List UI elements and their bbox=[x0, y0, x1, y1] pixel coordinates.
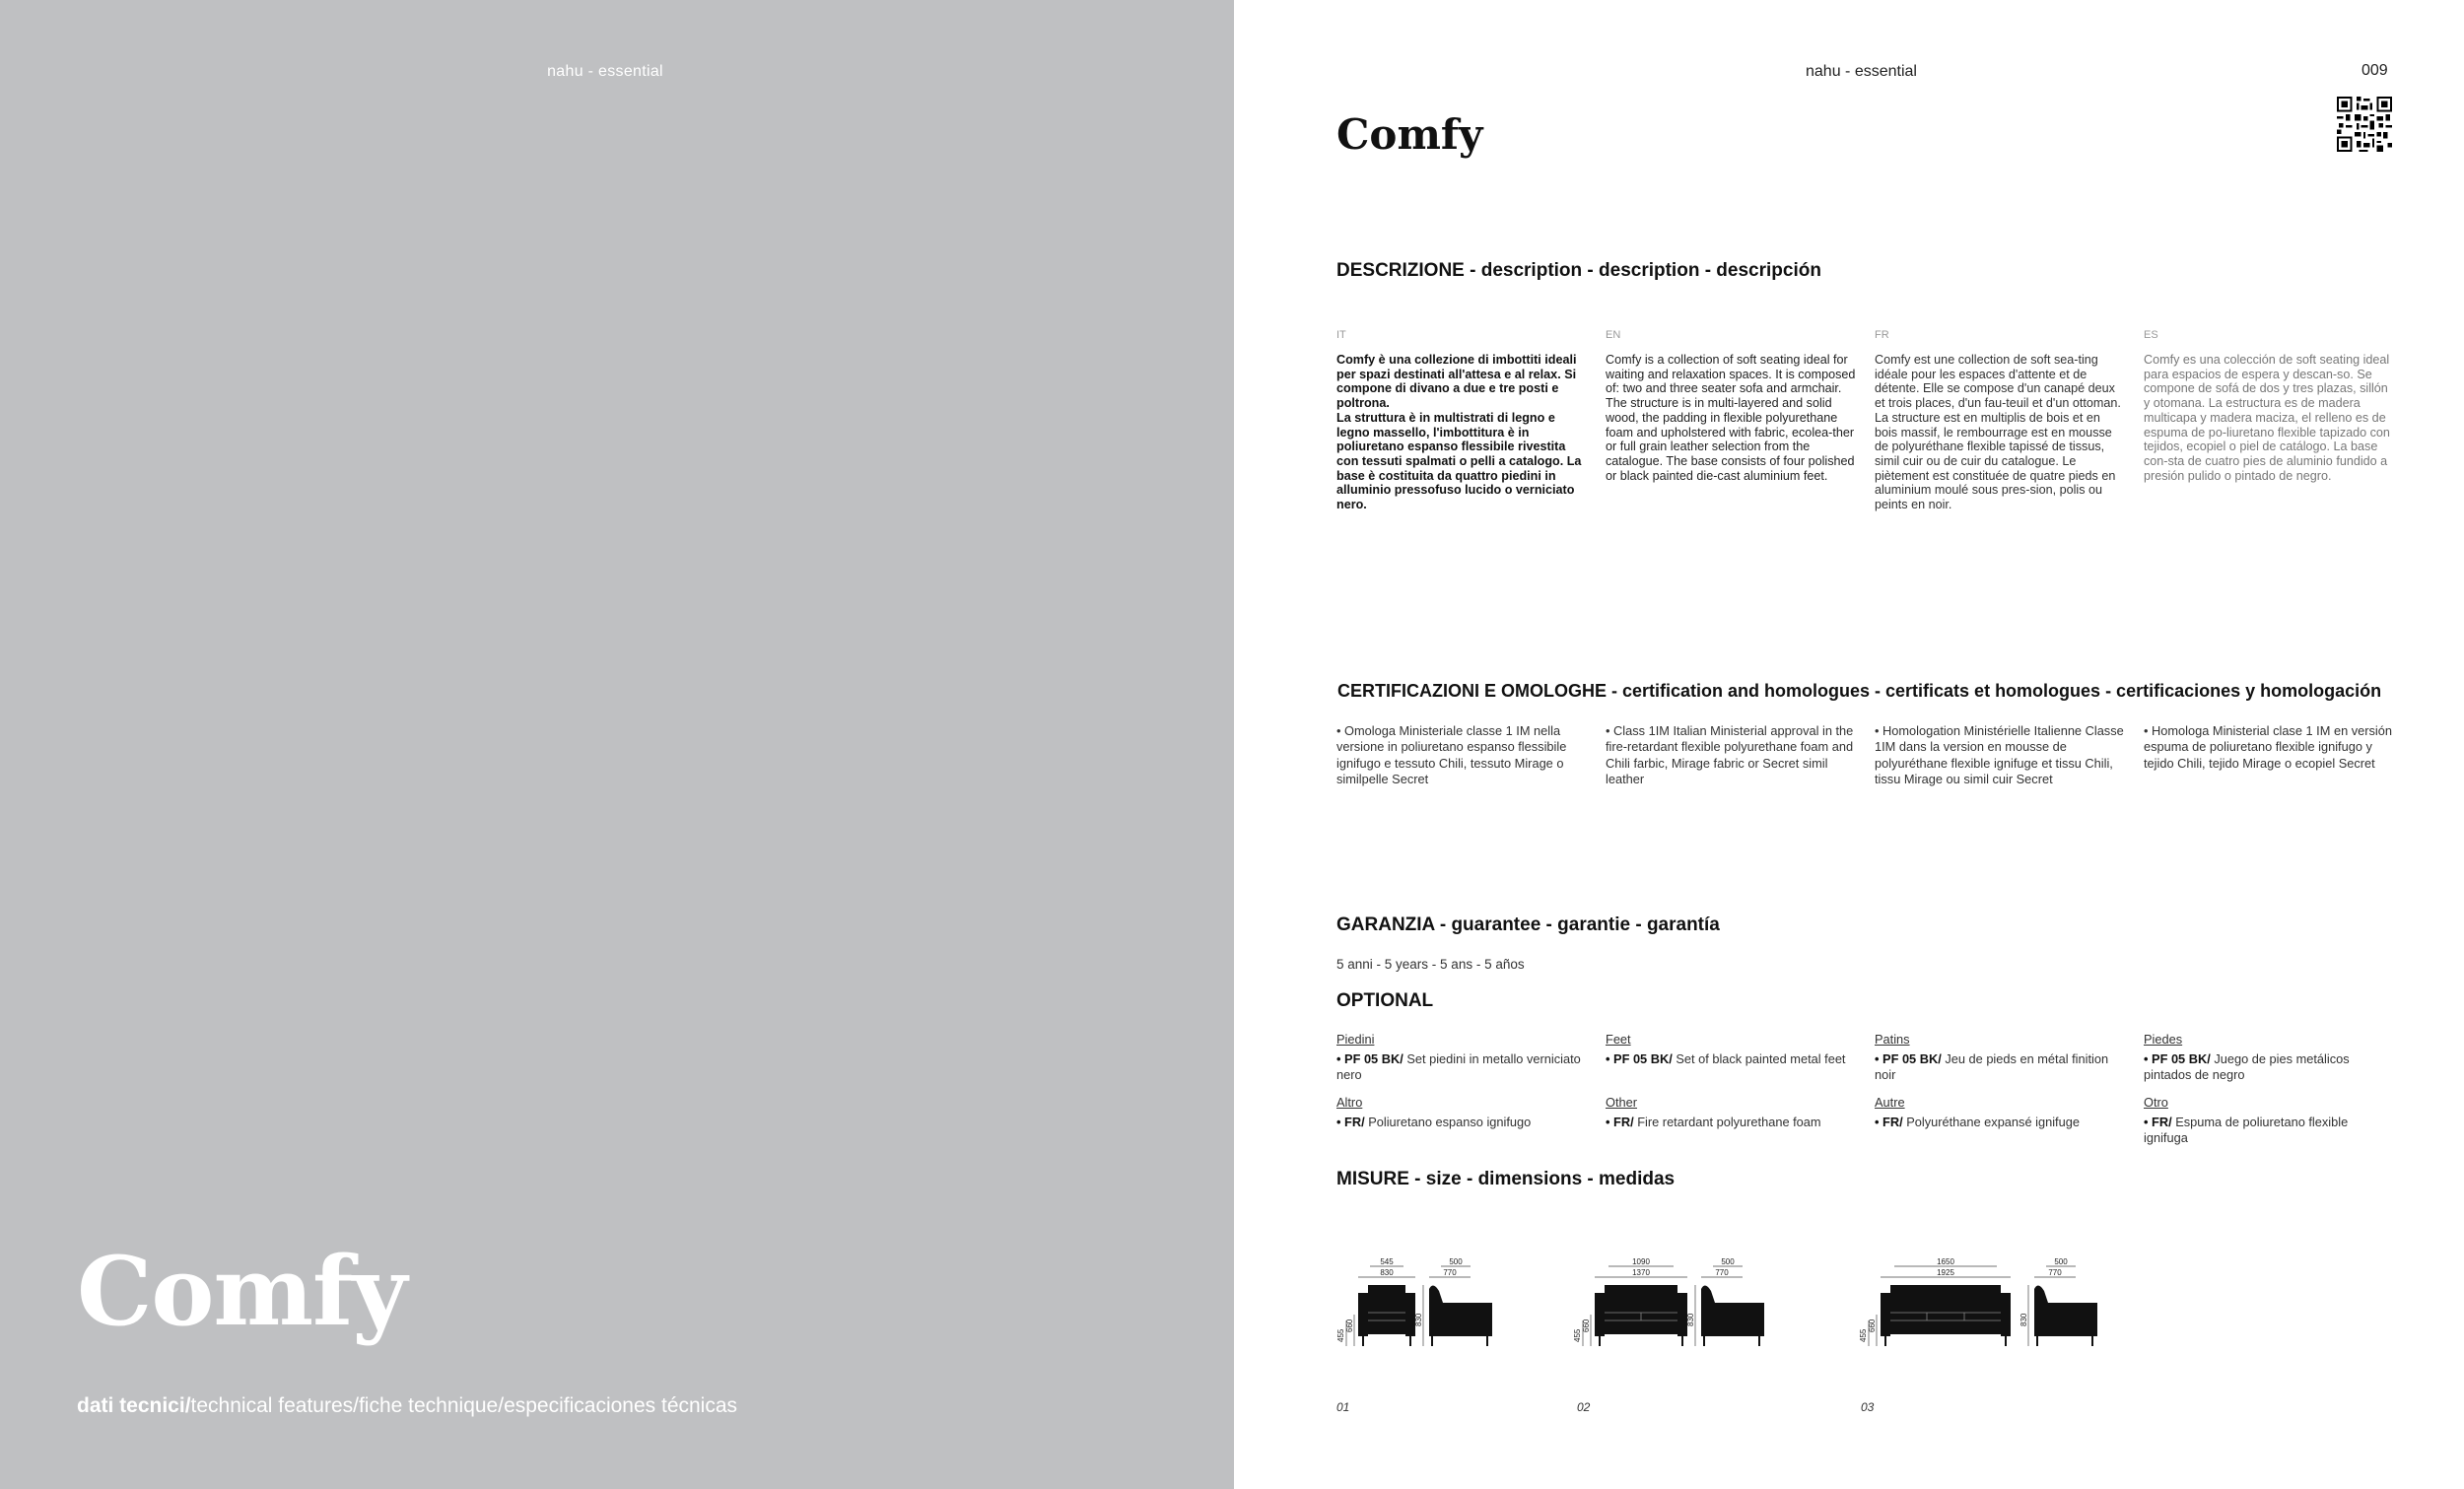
other-label: Autre bbox=[1875, 1095, 1905, 1110]
feet-option bbox=[2144, 1051, 2394, 1095]
model-03-front-drawing bbox=[1859, 1257, 2011, 1346]
description-column-en bbox=[1606, 329, 1856, 483]
technical-features-label bbox=[77, 1394, 737, 1418]
feet-label: Piedes bbox=[2144, 1032, 2183, 1047]
feet-code: • PF 05 BK/ bbox=[1336, 1051, 1403, 1066]
dim-seat-height: 455 bbox=[1573, 1328, 1582, 1342]
certification-fr: • Homologation Ministérielle Italienne Classe 1IM dans la version en mousse de polyuréthane flexible ignifuge et tissu Chili, tissu Mirage ou simil cuir Secret bbox=[1875, 723, 2124, 787]
feet-text: Set of black painted metal feet bbox=[1672, 1051, 1846, 1066]
certifications-heading: CERTIFICAZIONI E OMOLOGHE - certification and homologues - certificats et homologues - certificaciones y homologación bbox=[1337, 681, 2382, 701]
other-text: Poliuretano espanso ignifugo bbox=[1364, 1115, 1532, 1129]
dimension-drawings bbox=[1333, 1252, 2180, 1370]
dim-width: 830 bbox=[1380, 1268, 1394, 1277]
model-number-03: 03 bbox=[1861, 1400, 1875, 1414]
dim-depth-top: 500 bbox=[1449, 1257, 1463, 1266]
dim-top-width: 1090 bbox=[1632, 1257, 1650, 1266]
model-number-02: 02 bbox=[1577, 1400, 1591, 1414]
other-code: • FR/ bbox=[1606, 1115, 1634, 1129]
model-02-side-drawing bbox=[1686, 1257, 1764, 1346]
description-column-fr bbox=[1875, 329, 2125, 512]
other-code: • FR/ bbox=[1336, 1115, 1365, 1129]
dim-depth-top: 500 bbox=[2054, 1257, 2068, 1266]
feet-option bbox=[1606, 1051, 1856, 1095]
dim-depth: 770 bbox=[1443, 1268, 1457, 1277]
other-option bbox=[1606, 1115, 1856, 1130]
lang-label: FR bbox=[1875, 329, 1889, 341]
description-text: Comfy is a collection of soft seating ideal for waiting and relaxation spaces. It is composed of: two and three seater sofa and armchair. The structure is in multi-layered and solid wood, the padding in flexible polyurethane foam and upholstered with fabric, ecolea-ther or full grain leather selection from the catalogue. The base consists of four polished or black painted die-cast aluminium feet. bbox=[1606, 353, 1856, 483]
left-brand: nahu - essential bbox=[547, 63, 663, 80]
description-text: Comfy es una colección de soft seating ideal para espacios de espera y descan-so. Se compone de sofá de dos y tres plazas, sillón y otomana. La estructura es de madera multicapa y madera maciza, el relleno es de espuma de po-liuretano flexible tapizado con tejidos, ecopiel o piel de catálogo. La base con-sta de cuatro pies de aluminio fundido a presión pulido o pintado de negro. bbox=[2144, 353, 2390, 483]
model-number-01: 01 bbox=[1336, 1400, 1350, 1414]
other-text: Fire retardant polyurethane foam bbox=[1633, 1115, 1821, 1129]
description-heading: DESCRIZIONE - description - description - descripción bbox=[1336, 260, 1821, 281]
description-text: Comfy est une collection de soft sea-ting idéale pour les espaces d'attente et de détente. Elle se compose d'un canapé deux et trois places, d'un fau-teuil et d'un ottoman. La structure est en multiplis de bois et en bois massif, le rembourrage est en mousse de polyuréthane flexible tapissé de tissus, simil cuir ou de cuir du catalogue. Le piètement est constituée de quatre pieds en aluminium moulé sous pres-sion, polis ou peints en noir. bbox=[1875, 353, 2121, 512]
dim-arm-height: 660 bbox=[1582, 1319, 1591, 1332]
dim-back-height: 830 bbox=[1414, 1313, 1423, 1326]
dim-arm-height: 660 bbox=[1345, 1319, 1354, 1332]
optional-column-it bbox=[1336, 1032, 1587, 1130]
certification-es: • Homologa Ministerial clase 1 IM en versión espuma de poliuretano flexible ignifugo y tejido Chili, tejido Mirage o ecopiel Secret bbox=[2144, 723, 2392, 771]
lang-label: ES bbox=[2144, 329, 2158, 341]
page-number: 009 bbox=[2361, 62, 2388, 79]
warranty-text: 5 anni - 5 years - 5 ans - 5 años bbox=[1336, 957, 1525, 972]
cover-title: Comfy bbox=[77, 1236, 407, 1347]
certification-it: • Omologa Ministeriale classe 1 IM nella versione in poliuretano espanso flessibile ignifugo e tessuto Chili, tessuto Mirage o similpelle Secret bbox=[1336, 723, 1567, 787]
model-01-side-drawing bbox=[1414, 1257, 1492, 1346]
feet-code: • PF 05 BK/ bbox=[1875, 1051, 1942, 1066]
model-01-front-drawing bbox=[1336, 1257, 1415, 1346]
other-label: Other bbox=[1606, 1095, 1638, 1110]
dim-top-width: 1650 bbox=[1937, 1257, 1954, 1266]
tech-label-bold: dati tecnici/ bbox=[77, 1394, 191, 1417]
product-title: Comfy bbox=[1336, 110, 1483, 159]
other-text: Espuma de poliuretano flexible ignifuga bbox=[2144, 1115, 2349, 1146]
qr-code-icon[interactable] bbox=[2337, 97, 2392, 152]
feet-text: Juego de pies metálicos pintados de negro bbox=[2144, 1051, 2350, 1083]
optional-heading: OPTIONAL bbox=[1336, 990, 1434, 1011]
lang-label: EN bbox=[1606, 329, 1621, 341]
description-column-it bbox=[1336, 329, 1587, 512]
dim-seat-height: 455 bbox=[1859, 1328, 1868, 1342]
optional-column-en bbox=[1606, 1032, 1856, 1130]
other-option bbox=[2144, 1115, 2394, 1147]
dim-width: 1925 bbox=[1937, 1268, 1954, 1277]
optional-column-fr bbox=[1875, 1032, 2125, 1130]
description-text: Comfy è una collezione di imbottiti ideali per spazi destinati all'attesa e al relax. Si compone di divano a due e tre posti e poltrona. La struttura è in multistrati di legno e legno massello, l'imbottitura è in poliuretano espanso flessibile rivestita con tessuti spalmati o pelli a catalogo. La base è costituita da quattro piedini in alluminio pressofuso lucido o verniciato nero. bbox=[1336, 353, 1582, 512]
model-02-front-drawing bbox=[1573, 1257, 1687, 1346]
other-option bbox=[1336, 1115, 1587, 1130]
feet-code: • PF 05 BK/ bbox=[1606, 1051, 1673, 1066]
dim-arm-height: 660 bbox=[1868, 1319, 1877, 1332]
feet-code: • PF 05 BK/ bbox=[2144, 1051, 2211, 1066]
dim-depth-top: 500 bbox=[1721, 1257, 1735, 1266]
other-text: Polyuréthane expansé ignifuge bbox=[1902, 1115, 2080, 1129]
optional-column-es bbox=[2144, 1032, 2394, 1147]
datasheet-panel bbox=[1234, 0, 2464, 1489]
feet-option bbox=[1336, 1051, 1587, 1095]
model-03-side-drawing bbox=[2019, 1257, 2097, 1346]
lang-label: IT bbox=[1336, 329, 1346, 341]
dim-back-height: 830 bbox=[2019, 1313, 2028, 1326]
other-option bbox=[1875, 1115, 2125, 1130]
tech-label-rest: technical features/fiche technique/especificaciones técnicas bbox=[190, 1394, 738, 1417]
dim-width: 1370 bbox=[1632, 1268, 1650, 1277]
other-code: • FR/ bbox=[1875, 1115, 1903, 1129]
description-column-es bbox=[2144, 329, 2394, 483]
feet-label: Feet bbox=[1606, 1032, 1631, 1047]
feet-text: Set piedini in metallo verniciato nero bbox=[1336, 1051, 1581, 1083]
dim-seat-height: 455 bbox=[1336, 1328, 1345, 1342]
feet-label: Patins bbox=[1875, 1032, 1910, 1047]
dim-back-height: 830 bbox=[1686, 1313, 1695, 1326]
other-label: Altro bbox=[1336, 1095, 1363, 1110]
feet-text: Jeu de pieds en métal finition noir bbox=[1875, 1051, 2109, 1083]
sizes-heading: MISURE - size - dimensions - medidas bbox=[1336, 1169, 1676, 1189]
feet-label: Piedini bbox=[1336, 1032, 1375, 1047]
header-brand: nahu - essential bbox=[1806, 63, 1917, 80]
dim-depth: 770 bbox=[2048, 1268, 2062, 1277]
certification-en: • Class 1IM Italian Ministerial approval in the fire-retardant flexible polyurethane foam and Chili farbic, Mirage fabric or Secret simil leather bbox=[1606, 723, 1854, 787]
dim-top-width: 545 bbox=[1380, 1257, 1394, 1266]
warranty-heading: GARANZIA - guarantee - garantie - garantía bbox=[1336, 914, 1720, 935]
feet-option bbox=[1875, 1051, 2125, 1095]
other-code: • FR/ bbox=[2144, 1115, 2172, 1129]
dim-depth: 770 bbox=[1715, 1268, 1729, 1277]
other-label: Otro bbox=[2144, 1095, 2168, 1110]
